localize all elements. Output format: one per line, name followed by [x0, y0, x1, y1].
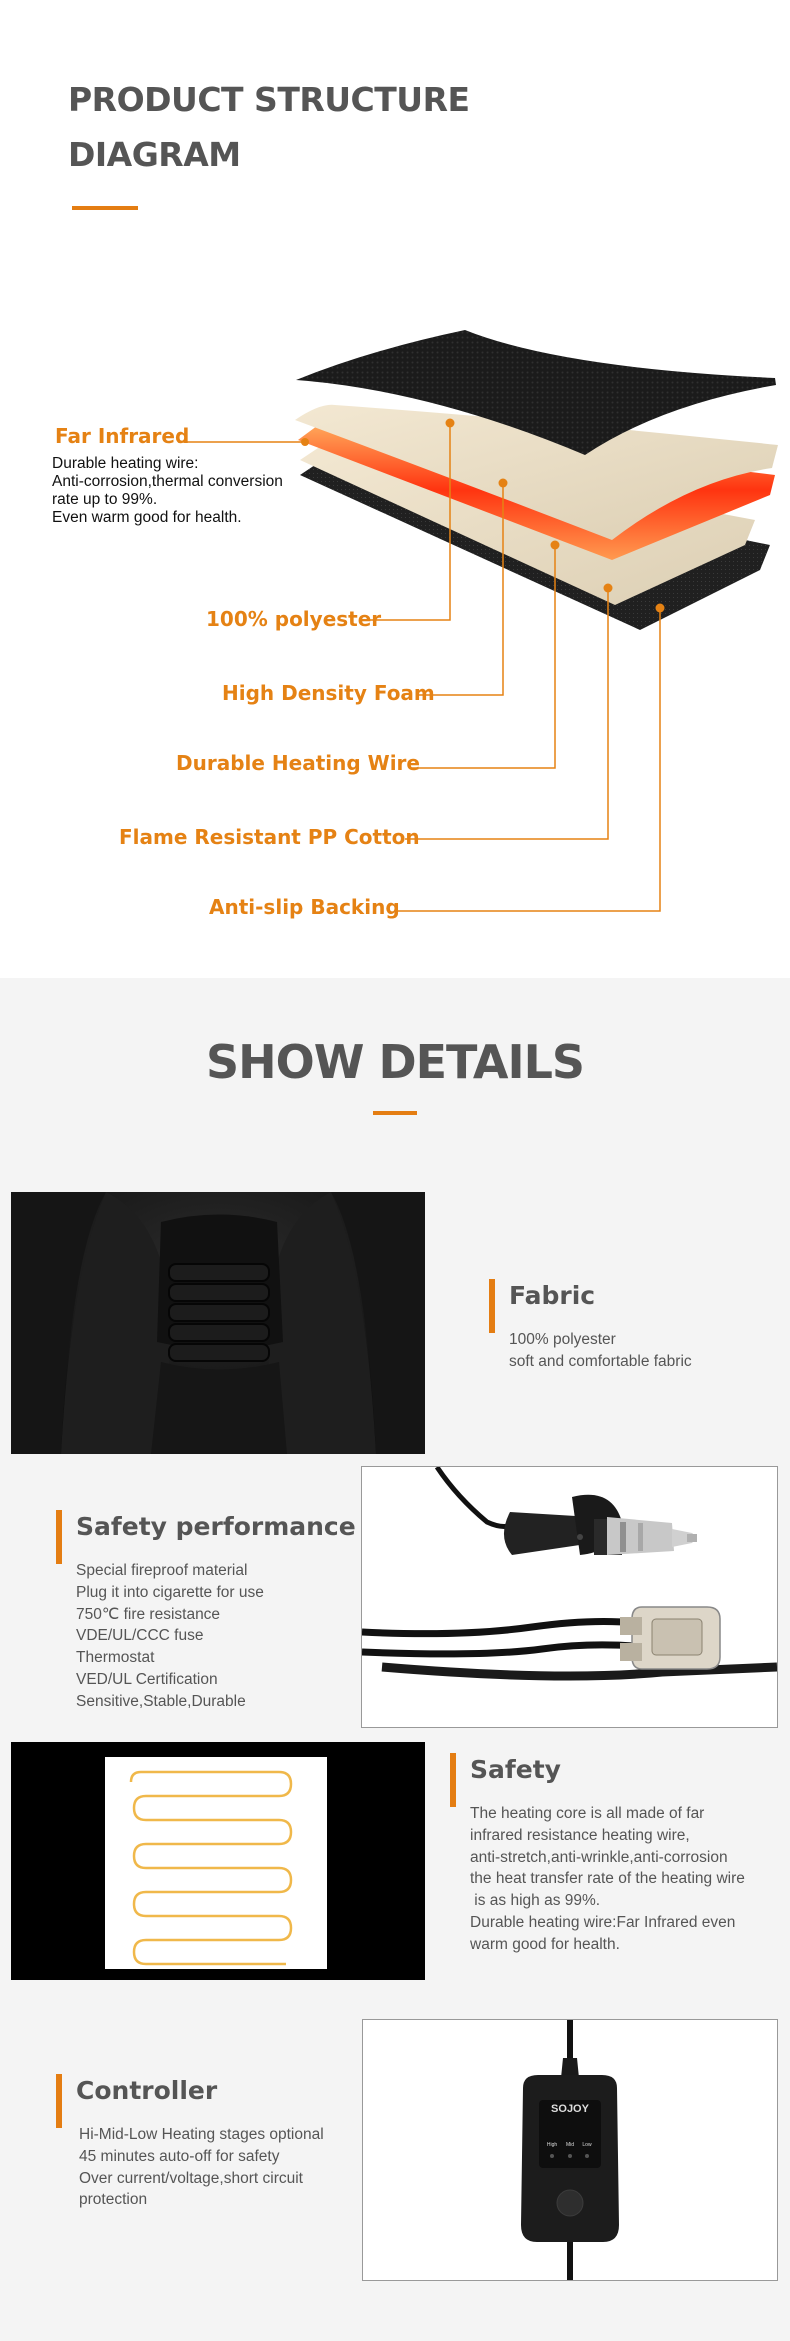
- layer-label-polyester: 100% polyester: [206, 607, 382, 631]
- feature-lines: [470, 1803, 745, 1956]
- feature-accent-bar: [489, 1279, 495, 1333]
- feature-line: soft and comfortable fabric: [509, 1352, 692, 1370]
- layer-label-heating-wire: Durable Heating Wire: [176, 751, 420, 775]
- layer-label-foam: High Density Foam: [222, 681, 435, 705]
- feature-accent-bar: [56, 2074, 62, 2128]
- details-section: [0, 978, 790, 2341]
- controller-setting-high: High: [546, 2142, 558, 2148]
- feature-line: Over current/voltage,short circuit: [79, 2169, 303, 2187]
- feature-title: Controller: [76, 2076, 218, 2105]
- feature-line: 45 minutes auto-off for safety: [79, 2147, 280, 2165]
- feature-lines: [79, 2124, 324, 2211]
- feature-title: Safety: [470, 1755, 561, 1784]
- heating-core-image: [11, 1742, 425, 1980]
- details-accent-bar: [373, 1111, 417, 1115]
- layer-label-backing: Anti-slip Backing: [209, 895, 400, 919]
- feature-line: 750℃ fire resistance: [76, 1605, 221, 1623]
- far-infrared-label: Far Infrared: [55, 424, 190, 448]
- structure-title-line1: PRODUCT STRUCTURE: [68, 80, 470, 119]
- feature-line: infrared resistance heating wire,: [470, 1826, 690, 1844]
- feature-line: Hi-Mid-Low Heating stages optional: [79, 2126, 324, 2143]
- controller-setting-low: Low: [582, 2142, 592, 2148]
- feature-title: Fabric: [509, 1281, 596, 1310]
- structure-section: [0, 0, 790, 978]
- far-infrared-desc-line: Even warm good for health.: [52, 509, 242, 526]
- feature-line: is as high as 99%.: [470, 1892, 601, 1910]
- controller-image: [362, 2019, 778, 2281]
- far-infrared-desc-line: rate up to 99%.: [52, 491, 158, 508]
- feature-line: protection: [79, 2191, 148, 2209]
- feature-line: Durable heating wire:Far Infrared even: [470, 1913, 736, 1931]
- structure-title-line2: DIAGRAM: [68, 135, 241, 174]
- far-infrared-description: [52, 455, 283, 527]
- feature-line: warm good for health.: [470, 1935, 620, 1953]
- controller-setting-mid: Mid: [565, 2142, 575, 2148]
- details-title: SHOW DETAILS: [205, 1035, 585, 1089]
- layer-label-pp-cotton: Flame Resistant PP Cotton: [119, 825, 420, 849]
- feature-line: the heat transfer rate of the heating wire: [470, 1870, 745, 1888]
- feature-title: Safety performance: [76, 1512, 356, 1541]
- feature-lines: [76, 1560, 264, 1713]
- fabric-seat-image: [11, 1192, 425, 1454]
- feature-line: Plug it into cigarette for use: [76, 1583, 264, 1601]
- feature-line: anti-stretch,anti-wrinkle,anti-corrosion: [470, 1848, 728, 1866]
- feature-accent-bar: [56, 1510, 62, 1564]
- feature-line: VED/UL Certification: [76, 1670, 218, 1688]
- feature-line: VDE/UL/CCC fuse: [76, 1627, 204, 1645]
- plug-fuse-image: [361, 1466, 778, 1728]
- feature-line: Sensitive,Stable,Durable: [76, 1692, 246, 1710]
- feature-line: The heating core is all made of far: [470, 1805, 705, 1822]
- far-infrared-desc-line: Durable heating wire:: [52, 455, 199, 472]
- feature-line: Special fireproof material: [76, 1562, 248, 1579]
- far-infrared-desc-line: Anti-corrosion,thermal conversion: [52, 473, 283, 490]
- controller-brand: SOJOY: [551, 2103, 589, 2115]
- feature-lines: [509, 1329, 692, 1373]
- feature-line: Thermostat: [76, 1649, 155, 1667]
- feature-accent-bar: [450, 1753, 456, 1807]
- feature-line: 100% polyester: [509, 1331, 616, 1348]
